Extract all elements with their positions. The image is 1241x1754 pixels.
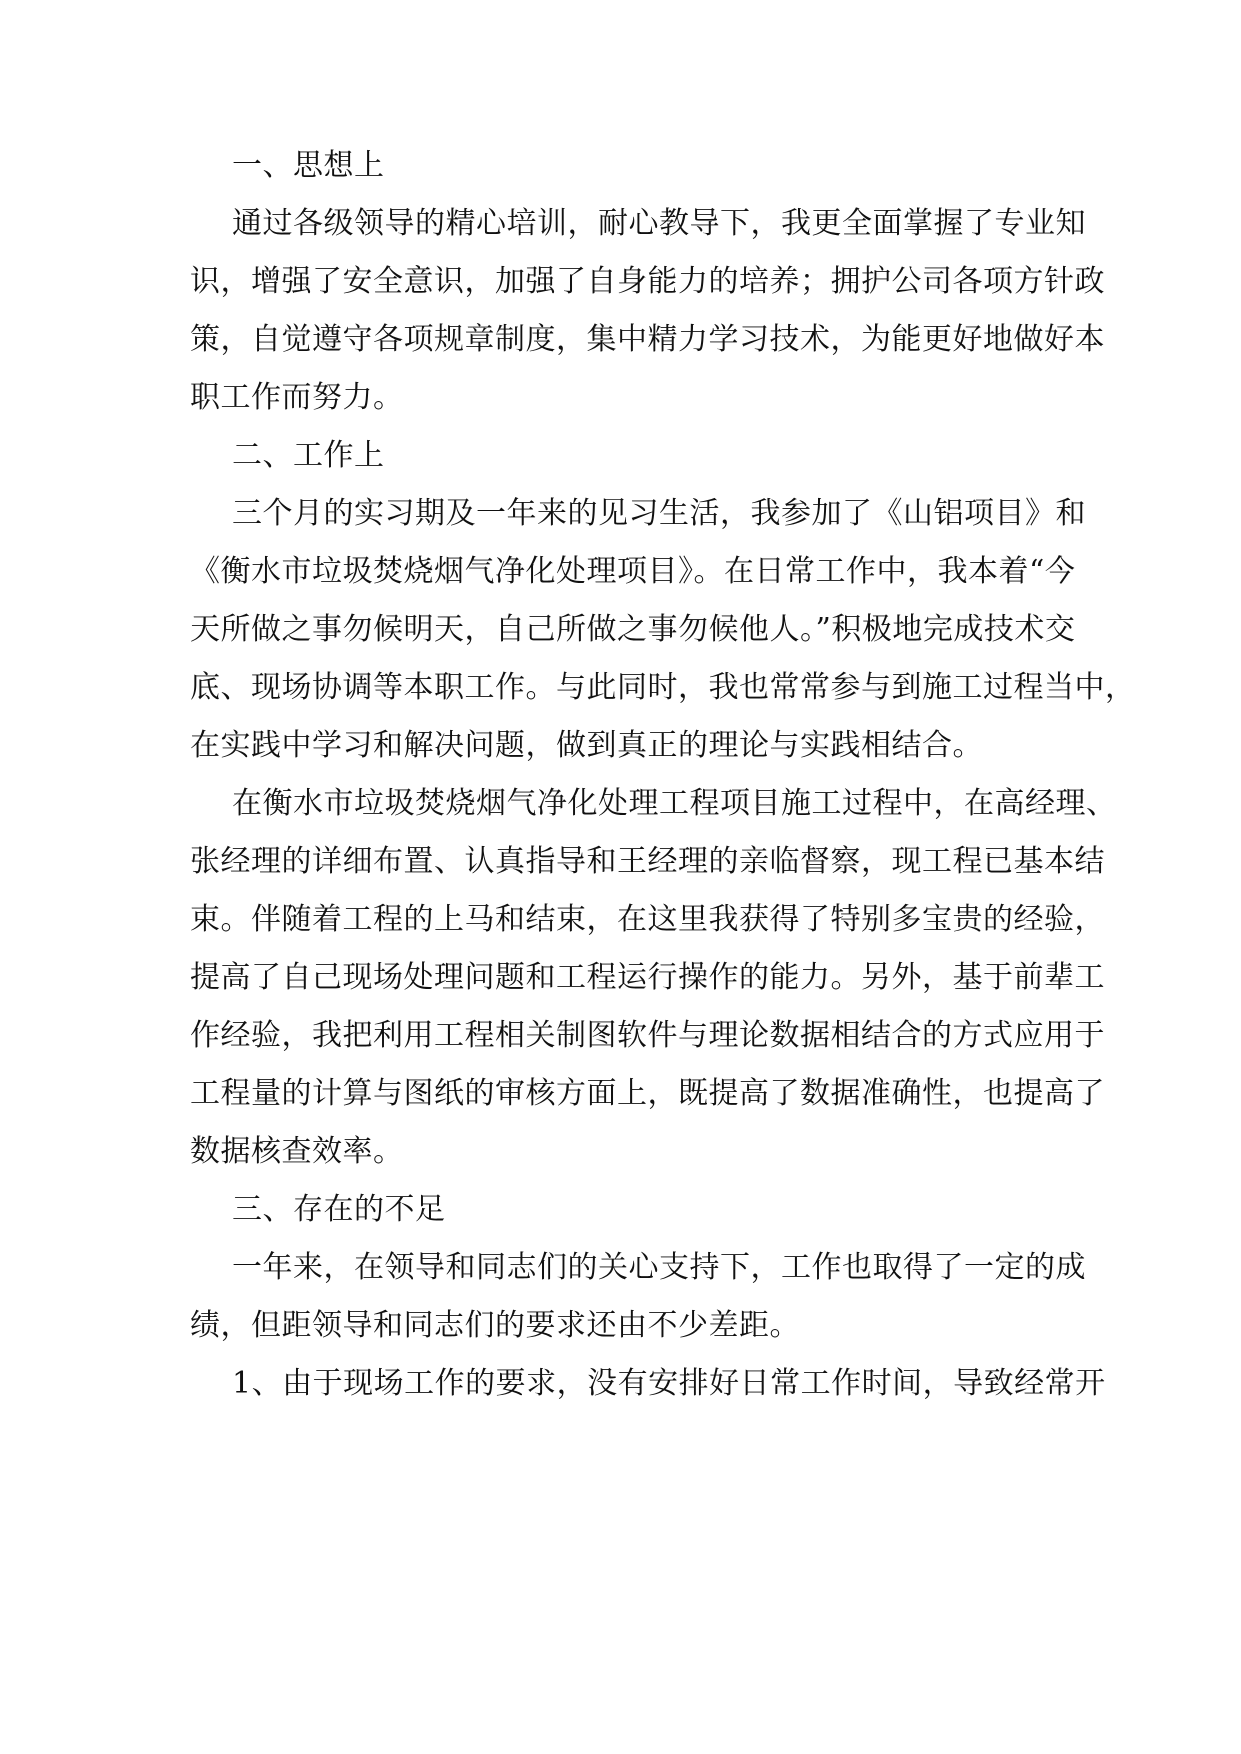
paragraph-line: 在实践中学习和解决问题，做到真正的理论与实践相结合。 xyxy=(190,728,983,763)
paragraph-line: 通过各级领导的精心培训，耐心教导下，我更全面掌握了专业知 xyxy=(232,206,1086,241)
paragraph-line: 绩，但距领导和同志们的要求还由不少差距。 xyxy=(190,1308,800,1343)
paragraph-line: 策，自觉遵守各项规章制度，集中精力学习技术，为能更好地做好本 xyxy=(190,322,1105,357)
paragraph-line: 天所做之事勿候明天，自己所做之事勿候他人。”积极地完成技术交 xyxy=(190,612,1076,647)
paragraph-line: 职工作而努力。 xyxy=(190,380,404,415)
section-heading-2: 二、工作上 xyxy=(232,438,385,473)
section-heading-3: 三、存在的不足 xyxy=(232,1192,446,1227)
paragraph-line: 在衡水市垃圾焚烧烟气净化处理工程项目施工过程中，在高经理、 xyxy=(232,786,1117,821)
paragraph-line: 作经验，我把利用工程相关制图软件与理论数据相结合的方式应用于 xyxy=(190,1018,1105,1053)
paragraph-line: 提高了自己现场处理问题和工程运行操作的能力。另外，基于前辈工 xyxy=(190,960,1105,995)
paragraph-line: 一年来，在领导和同志们的关心支持下，工作也取得了一定的成 xyxy=(232,1250,1086,1285)
paragraph-line: 数据核查效率。 xyxy=(190,1134,404,1169)
paragraph-line: 《衡水市垃圾焚烧烟气净化处理项目》。在日常工作中，我本着“今 xyxy=(190,554,1076,589)
paragraph-line: 底、现场协调等本职工作。与此同时，我也常常参与到施工过程当中， xyxy=(190,670,1136,705)
paragraph-line: 束。伴随着工程的上马和结束，在这里我获得了特别多宝贵的经验， xyxy=(190,902,1105,937)
paragraph-line: 三个月的实习期及一年来的见习生活，我参加了《山铝项目》和 xyxy=(232,496,1086,531)
paragraph-line: 工程量的计算与图纸的审核方面上，既提高了数据准确性，也提高了 xyxy=(190,1076,1105,1111)
paragraph-line: 张经理的详细布置、认真指导和王经理的亲临督察，现工程已基本结 xyxy=(190,844,1105,879)
paragraph-line: 1、由于现场工作的要求，没有安排好日常工作时间，导致经常开 xyxy=(232,1366,1106,1401)
paragraph-line: 识，增强了安全意识，加强了自身能力的培养；拥护公司各项方针政 xyxy=(190,264,1105,299)
section-heading-1: 一、思想上 xyxy=(232,148,385,183)
